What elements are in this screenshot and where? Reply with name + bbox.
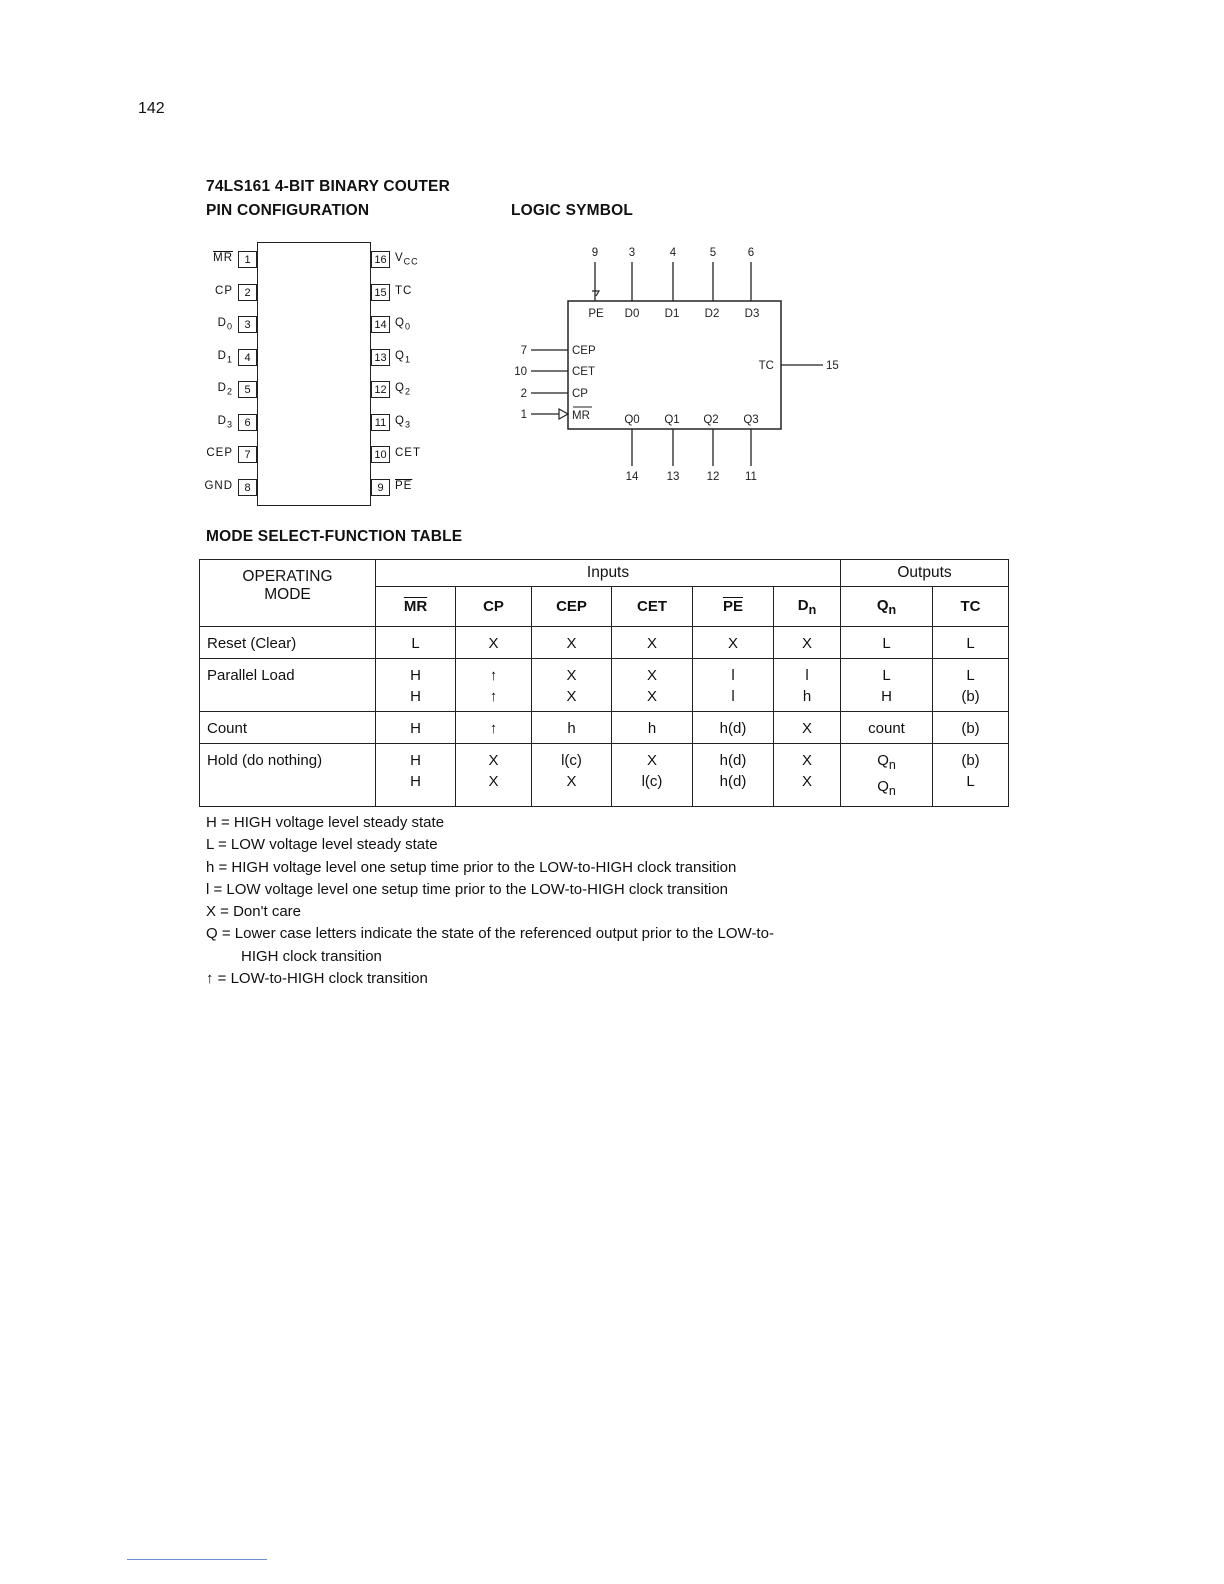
- table-cell: H H: [376, 744, 456, 807]
- table-cell: X: [693, 627, 774, 659]
- legend-line: L = LOW voltage level steady state: [206, 836, 438, 854]
- outputs-header: Outputs: [841, 560, 1009, 587]
- table-cell: (b) L: [933, 744, 1009, 807]
- input-label-d0: D0: [624, 308, 640, 320]
- pin-number-box-2: 2: [238, 284, 257, 301]
- inputs-header: Inputs: [376, 560, 841, 587]
- output-label-q0: Q0: [624, 414, 640, 426]
- row-mode-label: Hold (do nothing): [200, 744, 376, 807]
- table-row: [200, 744, 1009, 807]
- pin-number-mr: 1: [520, 409, 527, 421]
- pin-label-15: TC: [395, 285, 413, 297]
- pin-label-16: $V_{CC}$: [395, 252, 419, 267]
- table-cell: h(d) h(d): [693, 744, 774, 807]
- pin-number-tc: 15: [826, 360, 839, 372]
- col-header-cp: CP: [456, 587, 532, 627]
- table-cell: L: [841, 627, 933, 659]
- row-mode-label: Reset (Clear): [200, 627, 376, 659]
- logic-symbol-heading: LOGIC SYMBOL: [511, 202, 634, 219]
- table-cell: h: [532, 712, 612, 744]
- col-header-dn: $D_n$: [774, 587, 841, 627]
- pin-number-box-16: 16: [371, 251, 390, 268]
- pin-number-cet: 10: [514, 366, 527, 378]
- table-cell: count: [841, 712, 933, 744]
- pin-number-box-11: 11: [371, 414, 390, 431]
- table-cell: X X: [612, 659, 693, 712]
- table-cell: L: [933, 627, 1009, 659]
- pin-number-box-14: 14: [371, 316, 390, 333]
- document-title: 74LS161 4-BIT BINARY COUTER: [206, 178, 450, 195]
- logic-symbol-box: [568, 301, 781, 429]
- output-label-q1: Q1: [664, 414, 680, 426]
- table-cell: $Q_n$ $Q_n$: [841, 744, 933, 807]
- pin-number-box-8: 8: [238, 479, 257, 496]
- pin-number-box-13: 13: [371, 349, 390, 366]
- input-label-cp: CP: [572, 388, 588, 400]
- table-cell: L H: [841, 659, 933, 712]
- input-label-mr: MR: [572, 410, 590, 422]
- pin-label-6: $D_3$: [217, 415, 233, 430]
- pin-label-14: $Q_0$: [395, 317, 411, 332]
- table-cell: ↑ ↑: [456, 659, 532, 712]
- mode-select-function-table: [199, 559, 1009, 807]
- table-cell: X: [456, 627, 532, 659]
- pin-number-d1: 4: [669, 247, 677, 259]
- pin-number-box-3: 3: [238, 316, 257, 333]
- table-cell: ↑: [456, 712, 532, 744]
- pin-label-10: CET: [395, 447, 421, 459]
- pin-label-4: $D_1$: [217, 350, 233, 365]
- pin-label-7: CEP: [206, 447, 233, 459]
- pin-number-box-12: 12: [371, 381, 390, 398]
- pin-number-box-10: 10: [371, 446, 390, 463]
- input-label-d1: D1: [664, 308, 680, 320]
- table-cell: L: [376, 627, 456, 659]
- table-cell: X X: [774, 744, 841, 807]
- table-cell: H H: [376, 659, 456, 712]
- table-cell: X: [774, 627, 841, 659]
- pin-number-box-1: 1: [238, 251, 257, 268]
- table-cell: X: [532, 627, 612, 659]
- legend-line: H = HIGH voltage level steady state: [206, 814, 445, 831]
- logic-symbol-diagram: [495, 238, 855, 493]
- col-header-pe: $\overline{PE}$: [693, 587, 774, 627]
- pin-number-d0: 3: [628, 247, 636, 259]
- operating-mode-header-line2: MODE: [264, 586, 311, 603]
- table-cell: X l(c): [612, 744, 693, 807]
- function-table-heading: MODE SELECT-FUNCTION TABLE: [206, 528, 463, 545]
- operating-mode-header: [200, 560, 376, 627]
- table-row: [200, 712, 1009, 744]
- pin-number-d2: 5: [709, 247, 717, 259]
- pin-config-heading: PIN CONFIGURATION: [206, 202, 370, 219]
- table-cell: H: [376, 712, 456, 744]
- legend-line: ↑ = LOW-to-HIGH clock transition: [206, 970, 428, 988]
- row-mode-label: Count: [200, 712, 376, 744]
- pin-number-box-15: 15: [371, 284, 390, 301]
- pin-label-13: $Q_1$: [395, 350, 411, 365]
- pin-label-11: $Q_3$: [395, 415, 411, 430]
- pin-number-pe: 9: [591, 247, 599, 259]
- pin-number-q3: 11: [745, 471, 757, 483]
- pin-label-12: $Q_2$: [395, 382, 411, 397]
- input-label-cep: CEP: [572, 345, 596, 357]
- output-label-tc: TC: [758, 360, 774, 372]
- legend-line: Q = Lower case letters indicate the state of the referenced output prior to the LOW-to-: [206, 925, 774, 943]
- table-cell: l h: [774, 659, 841, 712]
- table-cell: h(d): [693, 712, 774, 744]
- table-cell: L (b): [933, 659, 1009, 712]
- pin-number-box-5: 5: [238, 381, 257, 398]
- pin-label-1: $\overline{MR}$: [213, 252, 233, 264]
- table-cell: X X: [456, 744, 532, 807]
- pin-label-8: GND: [204, 480, 233, 492]
- legend-line: l = LOW voltage level one setup time prior to the LOW-to-HIGH clock transition: [206, 880, 729, 898]
- pin-label-2: CP: [215, 285, 233, 297]
- table-cell: X: [612, 627, 693, 659]
- input-label-pe: PE: [588, 308, 604, 320]
- legend-line: X = Don't care: [206, 903, 301, 921]
- table-cell: l l: [693, 659, 774, 712]
- table-row: [200, 659, 1009, 712]
- page-number: 142: [138, 100, 165, 117]
- operating-mode-header-line1: OPERATING: [242, 568, 333, 585]
- pin-number-cep: 7: [520, 345, 527, 357]
- table-cell: (b): [933, 712, 1009, 744]
- pin-label-3: $D_0$: [217, 317, 233, 332]
- pin-number-q0: 14: [625, 471, 639, 483]
- col-header-qn: $Q_n$: [841, 587, 933, 627]
- pin-number-q2: 12: [706, 471, 720, 483]
- pin-number-q1: 13: [666, 471, 680, 483]
- col-header-cet: CET: [612, 587, 693, 627]
- pin-number-box-9: 9: [371, 479, 390, 496]
- output-label-q2: Q2: [703, 414, 719, 426]
- footer-rule: [127, 1559, 267, 1560]
- legend-line: HIGH clock transition: [241, 947, 382, 965]
- table-cell: X X: [532, 659, 612, 712]
- pin-number-cp: 2: [520, 388, 527, 400]
- ic-package-outline: [257, 242, 371, 506]
- pin-number-d3: 6: [747, 247, 755, 259]
- col-header-mr: $\overline{MR}$: [376, 587, 456, 627]
- pin-label-5: $D_2$: [217, 382, 233, 397]
- pin-label-9: $\overline{PE}$: [395, 480, 413, 492]
- col-header-cep: CEP: [532, 587, 612, 627]
- table-legend: [206, 812, 774, 990]
- pin-number-box-7: 7: [238, 446, 257, 463]
- col-header-tc: TC: [933, 587, 1009, 627]
- table-cell: h: [612, 712, 693, 744]
- pin-number-box-4: 4: [238, 349, 257, 366]
- row-mode-label: Parallel Load: [200, 659, 376, 712]
- input-label-d3: D3: [744, 308, 760, 320]
- legend-line: h = HIGH voltage level one setup time prior to the LOW-to-HIGH clock transition: [206, 858, 737, 876]
- pin-configuration-diagram: [195, 238, 435, 510]
- table-cell: l(c) X: [532, 744, 612, 807]
- table-cell: X: [774, 712, 841, 744]
- pin-number-box-6: 6: [238, 414, 257, 431]
- output-label-q3: Q3: [743, 414, 759, 426]
- table-row: [200, 627, 1009, 659]
- input-label-d2: D2: [704, 308, 720, 320]
- input-label-cet: CET: [572, 366, 595, 378]
